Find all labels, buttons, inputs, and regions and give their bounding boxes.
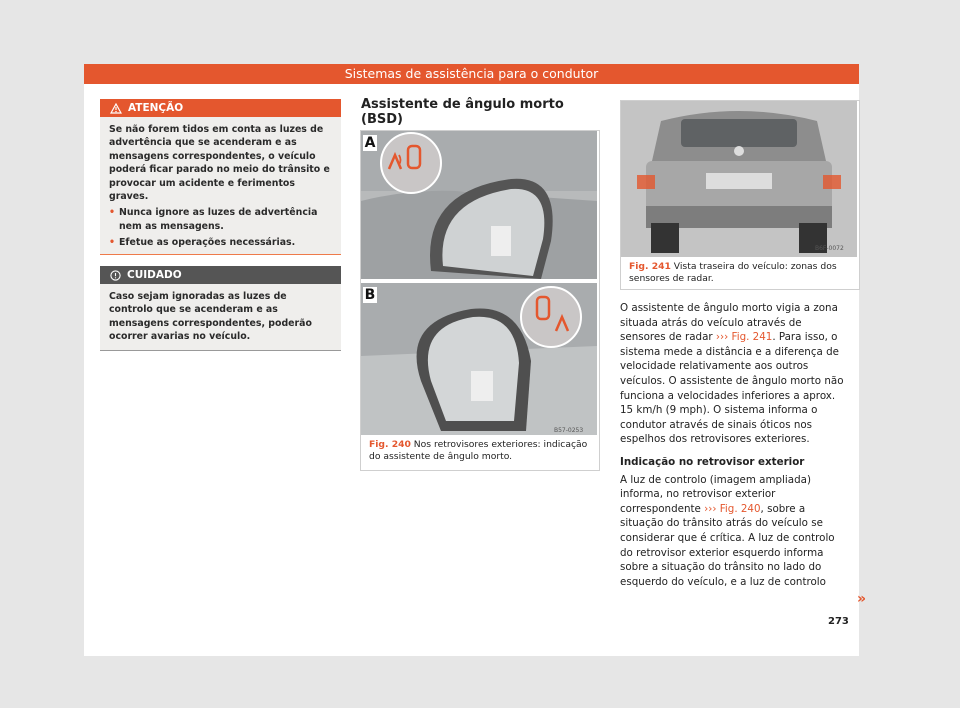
warning-header — [100, 99, 341, 117]
warning-bullet: • Nunca ignore as luzes de advertência nem as mensagens. — [109, 207, 318, 232]
figure-code: B57-0253 — [554, 427, 584, 434]
warning-bullet: • Efetue as operações necessárias. — [109, 237, 296, 249]
figure-reference-link[interactable]: ››› Fig. 240 — [704, 502, 761, 515]
panel-label-a: A — [364, 135, 376, 151]
figure-caption — [621, 257, 859, 289]
figure-reference-link[interactable]: ››› Fig. 241 — [715, 331, 773, 344]
figure-caption-text: Nos retrovisores exteriores: indicação do assistente de ângulo morto. — [369, 439, 588, 462]
manual-page — [84, 64, 867, 656]
caution-header — [100, 266, 341, 284]
page-number: 273 — [828, 616, 849, 627]
mirror-illustration — [361, 131, 597, 435]
figure-240 — [360, 130, 600, 471]
panel-label-b: B — [364, 287, 376, 303]
warning-triangle-icon — [110, 103, 122, 114]
body-paragraph: O assistente de ângulo morto vigia a zona situada atrás do veículo através de sensores de radar ››› Fig. 241. Para isso, o sistema mede a distância e a diferença de velocidade relativamente aos outros veículos. O assistente de ângulo morto não funciona a velocidades inferiores a aprox. 15 km/h (9 mph). O sistema informa o condutor através de sinais óticos nos espelhos dos retrovisores exteriores. — [620, 302, 844, 446]
figure-number: Fig. 240 — [369, 439, 411, 450]
figure-caption-text: Vista traseira do veículo: zonas dos sensores de radar. — [629, 261, 837, 284]
figure-code: B6F-0072 — [815, 245, 844, 252]
caution-box — [100, 266, 341, 351]
body-text — [620, 301, 845, 595]
warning-title: ATENÇÃO — [128, 102, 184, 114]
figure-241 — [620, 100, 860, 290]
section-title: Assistente de ângulo morto (BSD) — [361, 97, 597, 133]
car-rear-illustration — [621, 101, 857, 257]
continue-arrow-icon: » — [857, 591, 867, 607]
info-circle-icon — [110, 270, 121, 281]
warning-text: Se não forem tidos em conta as luzes de advertência que se acenderam e as mensagens correspondentes, o veículo poderá ficar parado no meio do trânsito e provocar um acidente e ferimentos graves. — [109, 124, 330, 203]
subheading: Indicação no retrovisor exterior — [620, 455, 805, 468]
warning-box — [100, 99, 341, 255]
caution-title: CUIDADO — [127, 269, 182, 281]
chapter-header: Sistemas de assistência para o condutor — [84, 64, 859, 84]
figure-number: Fig. 241 — [629, 261, 671, 272]
body-paragraph: A luz de controlo (imagem ampliada) informa, no retrovisor exterior correspondente ››› Fig. 240, sobre a situação do trânsito atrás do veículo se considerar que é crítica. A luz de controlo do retrovisor exterior esquerdo informa sobre a situação do trânsito no lado do esquerdo do veículo, e a luz de controlo — [620, 473, 835, 588]
caution-text: Caso sejam ignoradas as luzes de controlo que se acenderam e as mensagens correspondentes, poderão ocorrer avarias no veículo. — [109, 291, 312, 343]
figure-caption — [361, 435, 599, 467]
